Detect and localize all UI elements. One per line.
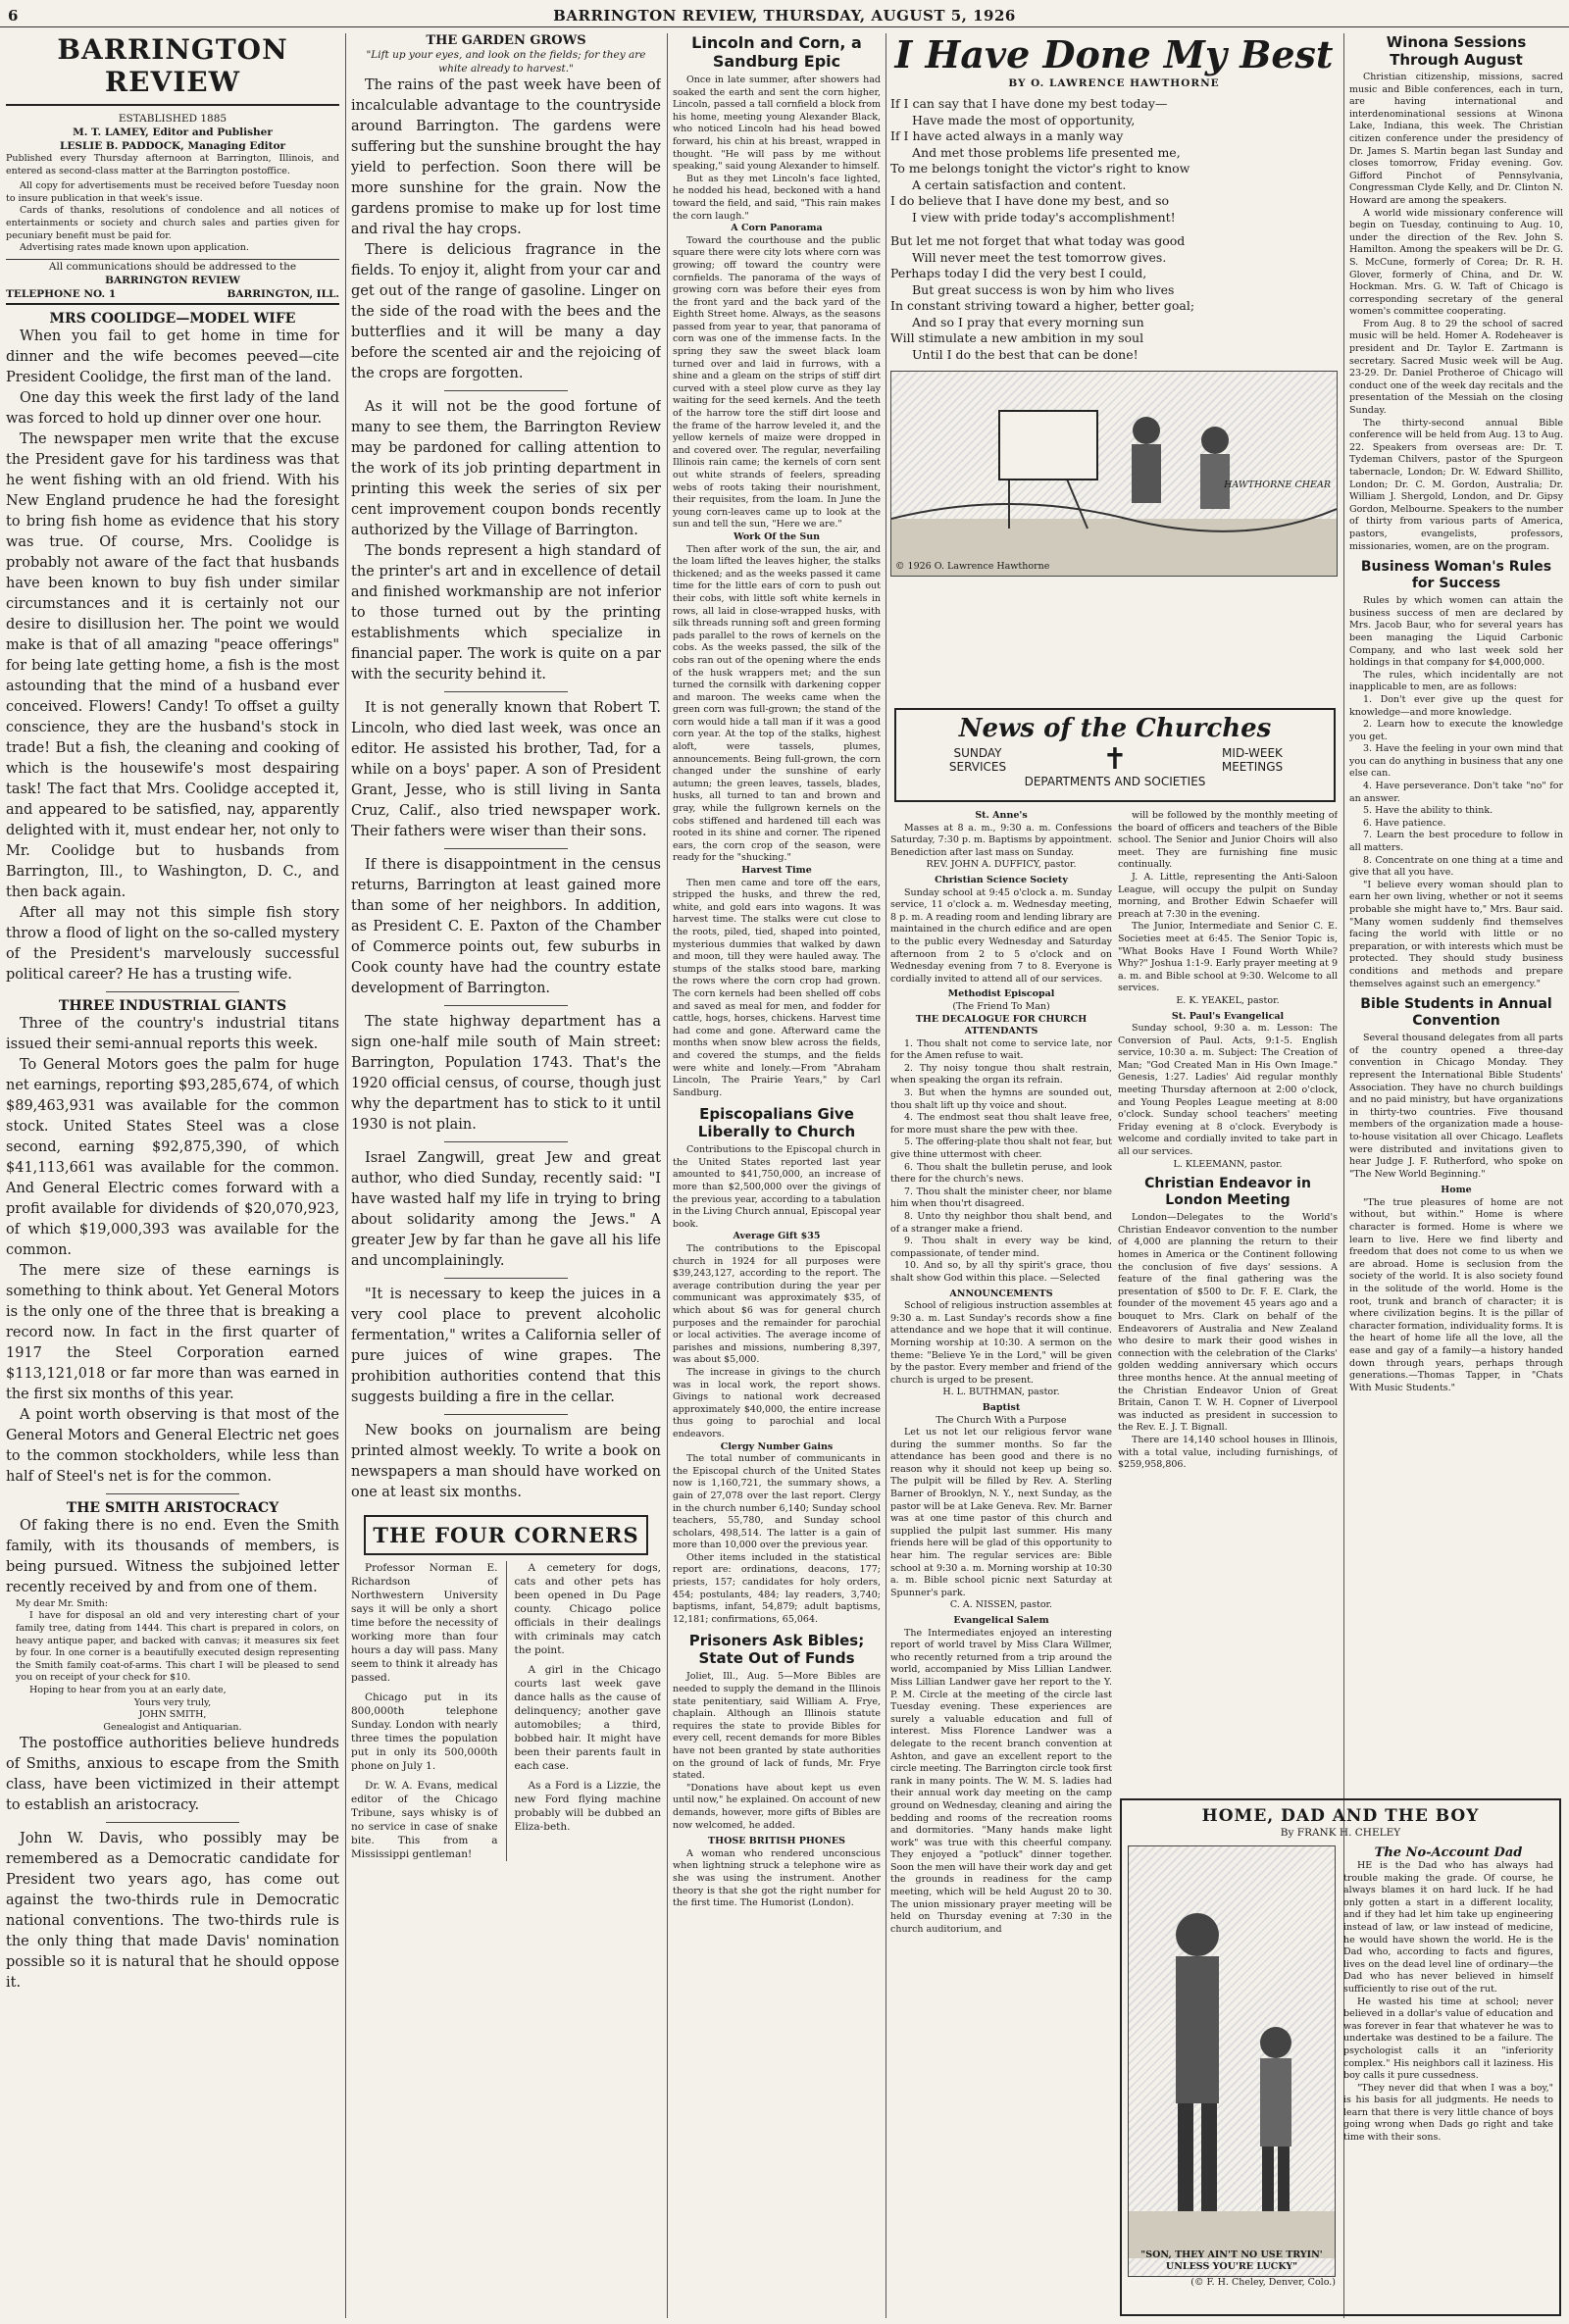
coolidge-paragraph: The newspaper men write that the excuse the President gave for his tardiness was that he went fishing with an old friend. With his New England prudence he had the foresight to bring fish home as evidence that his story was true. Of course, Mrs. Coolidge is probably not aware of the fact that husbands have been known to buy fish under similar circumstances and it is certainly not our desire to disillusion her. The point we would make is that of all amazing "peace offerings" for being late getting home, a fish is the most astounding that the mind of a husband ever conceived. Flowers! Candy! To offset a guilty conscience, they are the husband's stock in trade! But a fish, the cleaning and cooking of which is the housewife's most despairing task! The fact that Mrs. Coolidge accepted it, and appeared to be satisfied, nay, apparently delighted with it, must endear her, not only to Mr. Coolidge but to husbands from Barrington, Ill., to Washington, D. C., and then back again. bbox=[6, 430, 339, 900]
giants-paragraph: Three of the country's industrial titans issued their semi-annual reports this week. bbox=[6, 1015, 339, 1052]
poem-line: Have made the most of opportunity, bbox=[912, 112, 1136, 127]
st-anne-pastor: REV. JOHN A. DUFFICY, pastor. bbox=[926, 859, 1077, 871]
me-subheading: (The Friend To Man) bbox=[952, 1000, 1050, 1012]
ce-text: There are 14,140 school houses in Illinois, with a total value, including furnishings, of $259,958,806. bbox=[1118, 1434, 1338, 1471]
cross-icon: ✝ bbox=[1102, 742, 1128, 777]
giants-paragraph: To General Motors goes the palm for huge net earnings, reporting $93,285,674, of which $89,463,931 was available for the common stock. United States Steel was a close second, earning $92,875,390, of which $41,113,661 was available for the common. And General Electric comes forward with a profit available for dividends of $20,070,923, of which $19,000,393 was available for the common. bbox=[6, 1056, 339, 1258]
hdb-box bbox=[1120, 1798, 1561, 2316]
baptist-subheading: The Church With a Purpose bbox=[936, 1414, 1067, 1426]
coolidge-paragraph: When you fail to get home in time for dinner and the wife becomes peeved—cite President Coolidge, the first man of the land. bbox=[6, 328, 339, 385]
letter-body: I have for disposal an old and very interesting chart of your family tree, dating from 1444. This chart is prepared in colors, on heavy antique paper, and backed with canvas; it measures six feet by four. In one corner is a beautifully executed design representing the Smith family coat-of-arms. This chart I will be pleased to send you on receipt of your check for $10. bbox=[16, 1610, 339, 1684]
coolidge-heading: MRS COOLIDGE—MODEL WIFE bbox=[49, 310, 296, 327]
meetings-label: MEETINGS bbox=[1221, 760, 1284, 774]
davis-paragraph: John W. Davis, who possibly may be remembered as a Democratic candidate for President two years ago, has come out against the two-thirds rule in Democratic national conventions. The two-thirds rule is the only thing that made Davis' nomination possible so it is natural that he should oppose it. bbox=[6, 1831, 339, 1992]
decalogue-item: 7. Thou shalt the minister cheer, nor blame him when thou'rt disagreed. bbox=[890, 1186, 1112, 1210]
announcements-heading: ANNOUNCEMENTS bbox=[949, 1288, 1053, 1299]
episcopal-paragraph: Contributions to the Episcopal church in the United States reported last year amounted to $41,750,000, an increase of more than $2,500,000 over the givings of the previous year, according to a tabulation in the Living Church annual, Episcopal year book. bbox=[673, 1144, 881, 1230]
prisoners-paragraph: Joliet, Ill., Aug. 5—More Bibles are needed to supply the demand in the Illinois state penitentiary, said William A. Frye, chaplain. Although an Illinois statute requires the state to provide Bibles for every cell, recent demands for more Bibles have not been granted by state authorities on the ground of lack of funds, Mr. Frye stated. bbox=[673, 1671, 881, 1782]
hdb-text: "They never did that when I was a boy," is his basis for all judgments. He needs to learn that there is very little chance of boys going wrong when Dads go right and take time with their sons. bbox=[1343, 2082, 1553, 2144]
episcopal-paragraph: Other items included in the statistical report are: ordinations, deacons, 177; priests, 157; candidates for holy orders, 454; postulants, 484; lay readers, 3,740; baptisms, infant, 54,879; adult baptisms, 12,181; confirmations, 65,064. bbox=[673, 1551, 881, 1625]
hdb-text: He wasted his time at school; never believed in a dollar's value of education and was forever in fear that whatever he was to undertake was destined to be a failure. The psychologist calls it an "inferiority complex." His neighbors call it laziness. His boy calls it pure cussedness. bbox=[1343, 1996, 1553, 2082]
episcopal-paragraph: The contributions to the Episcopal church in 1924 for all purposes were $39,243,127, according to the report. The average contribution during the year per communicant was approximately $35, of which about $6 was for general church purposes and the remainder for parochial or local activities. The average income of parishes and missions, numbering 8,397, was about $5,000. bbox=[673, 1243, 881, 1366]
garden-paragraph: There is delicious fragrance in the fields. To enjoy it, alight from your car and get out of the range of gasoline. Linger on the side of the road with the bees and the butterflies and it will be many a day before the scented air and the rejoicing of the crops are forgotten. bbox=[351, 242, 661, 381]
garden-heading: THE GARDEN GROWS bbox=[426, 33, 586, 48]
art-credit: © 1926 O. Lawrence Hawthorne bbox=[895, 561, 1050, 573]
letter-salutation: My dear Mr. Smith: bbox=[16, 1597, 108, 1609]
decalogue-item: 3. But when the hymns are sounded out, thou shalt lift up thy voice and shout. bbox=[890, 1087, 1112, 1111]
lincoln-corn-paragraph: Once in late summer, after showers had soaked the earth and sent the corn higher, Lincoln, passed a tall cornfield a block from his home, meeting young Alexander Black, who noticed Lincoln had his head bowed forward, his chin at his breast, wrapped in thought. "He will pass by me without speaking," said young Alexander to himself. bbox=[673, 75, 881, 173]
juices-paragraph: "It is necessary to keep the juices in a very cool place to prevent alcoholic fermentation," writes a California seller of pure juices of wine grapes. The prohibition authorities contend that this suggests building a fire in the cellar. bbox=[351, 1287, 661, 1405]
established-line: ESTABLISHED 1885 bbox=[118, 113, 228, 125]
poem-author: BY O. LAWRENCE HAWTHORNE bbox=[1008, 77, 1220, 89]
decalogue-item: 1. Thou shalt not come to service late, nor for the Amen refuse to wait. bbox=[890, 1037, 1112, 1062]
home-text: "The true pleasures of home are not without, but within." Home is where character is formed. Home is where we learn to live. Here we find liberty and freedom that does not come to us when we are abroad. Home is seclusion from the society of the world. It is also society found in the solitude of the world. Home is the root, trunk and branch of character; it is where civilization begins. It is the pillar of character formation, individuality forms. It is the heart of home life all the love, all the ease and gay of a family—a history handed down through years, perhaps through generations.—Thomas Tapper, in "Chats With Music Students." bbox=[1349, 1196, 1563, 1393]
phones-heading: THOSE BRITISH PHONES bbox=[708, 1836, 845, 1847]
editor-line: M. T. LAMEY, Editor and Publisher bbox=[73, 126, 273, 138]
poem-line: I do believe that I have done my best, and so bbox=[890, 193, 1170, 208]
business-rule: 6. Have patience. bbox=[1363, 817, 1446, 829]
poem-line: To me belongs tonight the victor's right to know bbox=[890, 161, 1190, 176]
bible-heading: Bible Students in Annual Convention bbox=[1360, 996, 1552, 1030]
bonds-paragraph: The bonds represent a high standard of the printer's art and in excellence of detail and finished workmanship are not inferior to those turned out by the printing establishments which specialize in financial paper. The work is quite on a par with the security behind it. bbox=[351, 543, 661, 682]
poem-line: Will stimulate a new ambition in my soul bbox=[890, 330, 1144, 345]
cs-heading: Christian Science Society bbox=[935, 874, 1068, 885]
st-anne-text: Masses at 8 a. m., 9:30 a. m. Confessions Saturday, 7:30 p. m. Baptisms by appointment. Benediction after last mass on Sunday. bbox=[890, 822, 1112, 858]
churches-column-a bbox=[890, 810, 1112, 2316]
publication-info: Published every Thursday afternoon at Barrington, Illinois, and entered as second-class matter at the Barrington postoffice. bbox=[6, 153, 339, 177]
hdb-credit: (© F. H. Cheley, Denver, Colo.) bbox=[1190, 2277, 1336, 2288]
zangwill-paragraph: Israel Zangwill, great Jew and great author, who died Sunday, recently said: "I have wasted half my life in trying to bring about solidarity among the Jews." A greater Jew by far than he gave all his life and uncomplainingly. bbox=[351, 1150, 661, 1269]
churches-title: News of the Churches bbox=[958, 714, 1272, 743]
poem-illustration bbox=[890, 371, 1338, 577]
managing-editor-line: LESLIE B. PADDOCK, Managing Editor bbox=[59, 140, 286, 152]
decalogue-item: 10. And so, by all thy spirit's grace, thou shalt show God within this place. —Selected bbox=[890, 1260, 1112, 1284]
salem-cont-text: will be followed by the monthly meeting of the board of officers and teachers of the Bible school. The Senior and Junior Choirs will also meet. They are furnishing fine music continually. bbox=[1118, 810, 1338, 871]
poem-lines bbox=[890, 96, 1338, 363]
business-rule: 2. Learn how to execute the knowledge you get. bbox=[1349, 719, 1563, 742]
panorama-paragraph: Toward the courthouse and the public square there were city lots where corn was growing; off toward the country were cornfields. The panorama of the ways of growing corn was before their eyes from the front yard and the back yard of the Eighth Street home. Always, as the seasons passed from year to year, that panorama of corn was one of the immense facts. In the spring they saw the sweet black loam turned over and laid in furrows, with a shine and a gleam on the strips of stiff dirt curved with a steel plow curve as they lay waiting for the seed kernels. And the teeth of the harrow tore the stiff dirt loose and the frame of the harrow leveled it, and the yellow kernels of maize were dropped in and covered over. The regular, neverfailing Illinois rain came; the kernels of corn sent out white strands of feelers, spreading webs of roots taking their nourishment, their requisites, from the loam. In June the young corn-leaves came up to look at the sun and tell the sun, "Here we are." bbox=[673, 234, 881, 530]
poem-line: Until I do the best that can be done! bbox=[912, 346, 1139, 362]
four-corners-item: Dr. W. A. Evans, medical editor of the Chicago Tribune, says whisky is of no service in case of snake bite. This from a Mississippi gentleman! bbox=[351, 1780, 498, 1860]
salem-text: The Intermediates enjoyed an interesting report of world travel by Miss Clara Willmer, who recently returned from a trip around the world, accompanied by Miss Lillian Landwer. Miss Lillian Landwer gave her report to the Y. P. M. Circle at the meeting of the circle last Tuesday evening. These experiences are surely a valuable education and full of interest. Miss Florence Landwer was a delegate to the recent branch convention at Ashton, and gave an excellent report to the circle meeting. The Barrington circle took first rank in many points. The W. M. S. ladies had their annual work day meeting on the camp ground on Wednesday, cleaning and airing the bedding and rooms of the recreation rooms and dormitories. "Many hands make light work" was true with this cheerful company. They enjoyed a "potluck" dinner together. Soon the men will have their work day and get the grounds in readiness for the camp meeting, which will be held August 20 to 30. The union missionary prayer meeting will be held on Thursday evening at 7:30 in the church auditorium, and bbox=[890, 1627, 1112, 1935]
poem-line: If I can say that I have done my best today— bbox=[890, 96, 1168, 111]
winona-text: From Aug. 8 to 29 the school of sacred music will be held. Homer A. Rodeheaver is president and Dr. Taylor E. Zartmann is secretary. Sacred Music week will be Aug. 23-29. Dr. Daniel Protheroe of Chicago will conduct one of the week day recitals and the presentation of the Messiah on the closing Sunday. bbox=[1349, 318, 1563, 417]
bonds-paragraph: As it will not be the good fortune of many to see them, the Barrington Review may be pardoned for calling attention to the work of its job printing department in printing this week the series of six per cent improvement coupon bonds recently authorized by the Village of Barrington. bbox=[351, 399, 661, 538]
column-1 bbox=[6, 33, 339, 2318]
business-rule: 7. Learn the best procedure to follow in all matters. bbox=[1349, 830, 1563, 854]
letter-name: JOHN SMITH, bbox=[138, 1709, 207, 1721]
poem-line: Perhaps today I did the very best I could, bbox=[890, 266, 1147, 280]
rates-notice: Advertising rates made known upon application. bbox=[20, 242, 249, 254]
baptist-text: Let us not let our religious fervor wane during the summer months. So far the attendance has been good and there is no reason why it should not keep up being so. The pulpit will be filled by Rev. A. Sterling Barner of Brooklyn, N. Y., next Sunday, as the pastor will be at Lake Geneva. Rev. Mr. Barner was at one time pastor of this church and supplied the pulpit last summer. His many friends here will be glad of this opportunity to hear him. The regular services are: Bible school at 9:30 a. m. Morning worship at 10:30 a. m. Bible school picnic next Saturday at Spunner's park. bbox=[890, 1427, 1112, 1598]
telephone: TELEPHONE NO. 1 bbox=[6, 287, 117, 300]
business-rule: 4. Have perseverance. Don't take "no" for an answer. bbox=[1349, 781, 1563, 804]
winona-text: Christian citizenship, missions, sacred music and Bible conferences, each in turn, are having international and interdenominational sessions at Winona Lake, Indiana, this week. The Christian citizen conference under the presidency of Dr. James S. Martin began last Sunday and closes tomorrow, Friday evening. Gov. Gifford Pinchot of Pennsylvania, Congressman Clyde Kelly, and Dr. Clinton N. Howard are among the speakers. bbox=[1349, 72, 1563, 206]
poem-line: A certain satisfaction and content. bbox=[912, 177, 1127, 192]
four-corners-title: THE FOUR CORNERS bbox=[364, 1515, 648, 1555]
sun-paragraph: Then after work of the sun, the air, and the loam lifted the leaves higher, the stalks thickened; and as the weeks passed it came time for the little ears of corn to push out their cobs, with little soft white kernels in rows, all laid in close-wrapped husks, with silk threads running soft and green forming pads parallel to the rows of kernels on the cobs. As the weeks passed, the silk of the cobs ran out of the opening where the ends of the husk wrappers met; and the sun turned the cornsilk with darkening copper and maroon. The weeks came when the green corn was full-grown; the stand of the corn would hide a tall man if it was a good corn year. At the top of the stalks, highest aloft, were tassels, plumes, announcements. Being full-grown, the corn changed under the sunshine of early autumn; the green leaves, tassels, blades, husks, all turned to tan and brown and gray, while the fullgrown kernels on the cobs stiffened and hardened till each was rooted in its shine and corner. The ripened ears, the corn crop of the season, were ready for the "shucking." bbox=[673, 543, 881, 864]
hdb-title: HOME, DAD AND THE BOY bbox=[1201, 1806, 1480, 1826]
cs-text: Sunday school at 9:45 o'clock a. m. Sunday service, 11 o'clock a. m. Wednesday meeting, 8 p. m. A reading room and lending library are maintained in the church edifice and are open to the public every Wednesday and Saturday afternoon from 2 to 5 o'clock and on Wednesday evening from 7 to 8. Everyone is cordially invited to attend all of our services. bbox=[890, 886, 1112, 985]
harvest-subhead: Harvest Time bbox=[741, 865, 812, 876]
address-line: All communications should be addressed to the bbox=[48, 260, 297, 273]
prisoners-heading: Prisoners Ask Bibles; State Out of Funds bbox=[688, 1632, 865, 1668]
episcopal-paragraph: The total number of communicants in the Episcopal church of the United States now is 1,160,721, the summary shows, a gain of 27,078 over the last report. Clergy in the church number 6,140; Sunday school teachers, 55,780, and Sunday school scholars, 498,514. The latter is a gain of more than 10,000 over the previous year. bbox=[673, 1453, 881, 1551]
ce-text: London—Delegates to the World's Christian Endeavor convention to the number of 4,000 are planning the return to their homes in America or the Continent following the conclusion of five days' sessions. A feature of the final gathering was the presentation of $500 to Dr. F. E. Clark, the founder of the movement 45 years ago and a bouquet to Mrs. Clark on behalf of the Endeavorers of Australia and New Zealand who desire to mark their good wishes in connection with the celebration of the Clarks' golden wedding anniversary which occurs three months hence. At the annual meeting of the Christian Endeavor Union of Great Britain, Canon T. W. H. Copner of Liverpool was inducted as president in succession to the Rev. E. J. T. Bignall. bbox=[1118, 1212, 1338, 1434]
sun-subhead: Work Of the Sun bbox=[733, 530, 821, 542]
decalogue-item: 6. Thou shalt the bulletin peruse, and look there for the church's news. bbox=[890, 1161, 1112, 1186]
decalogue-item: 2. Thy noisy tongue thou shalt restrain, when speaking the organ its refrain. bbox=[890, 1062, 1112, 1086]
telephone-row bbox=[6, 287, 339, 305]
announcements-text: School of religious instruction assembles at 9:30 a. m. Last Sunday's records show a fine attendance and we hope that it will continue. Morning worship at 10:30. A sermon on the theme: "Believe Ye in the Lord," will be given by the pastor. Every member and friend of the church is urged to be present. bbox=[890, 1300, 1112, 1386]
column-6 bbox=[1349, 33, 1563, 1793]
dad-and-boy-illustration bbox=[1129, 1846, 1335, 2258]
baptist-heading: Baptist bbox=[982, 1401, 1021, 1413]
cards-notice: Cards of thanks, resolutions of condolence and all notices of entertainments or society and church sales and parties given for pecuniary benefit must be paid for. bbox=[6, 205, 339, 241]
lincoln-editor-paragraph: It is not generally known that Robert T. Lincoln, who died last week, was once an editor. He assisted his brother, Tad, for a while on a boys' paper. A son of President Grant, Jesse, who is still living in Santa Cruz, Calif., also tried newspaper work. Their fathers were wiser than their sons. bbox=[351, 700, 661, 839]
hdb-text: HE is the Dad who has always had trouble making the grade. Of course, he always blames it on hard luck. If he had only gotten a start in a different locality, and if they had let him take up engineering instead of law, or law instead of medicine, he would have shown the world. He is the Dad who, according to facts and figures, lives on the dead level line of ordinary—the Dad who has never believed in himself sufficiently to rise out of the rut. bbox=[1343, 1860, 1553, 1995]
copy-notice: All copy for advertisements must be received before Tuesday noon to insure publication in that week's issue. bbox=[6, 180, 339, 204]
coolidge-paragraph: One day this week the first lady of the land was forced to hold up dinner over one hour. bbox=[6, 389, 339, 427]
poem-line: And so I pray that every morning sun bbox=[912, 314, 1144, 329]
decalogue-item: 4. The endmost seat thou shalt leave free, for more must share the pew with thee. bbox=[890, 1112, 1112, 1136]
poem-title: I Have Done My Best bbox=[894, 33, 1334, 76]
decalogue-item: 5. The offering-plate thou shalt not fear, but give thine uttermost with cheer. bbox=[890, 1137, 1112, 1161]
hdb-author: By FRANK H. CHELEY bbox=[1280, 1827, 1401, 1839]
winona-text: The thirty-second annual Bible conference will be held from Aug. 13 to Aug. 22. Speakers from overseas are: Dr. T. Tydeman Chilvers, pastor of the Spurgeon tabernacle, London; Dr. W. Edward Shillito, London; Dr. C. M. Gordon, Australia; Dr. William J. Shergold, London, and Dr. Gipsy Gordon, Melbourne. Speakers to the number of thirty from various parts of America, pastors, evangelists, professors, missionaries, women, are on the program. bbox=[1349, 417, 1563, 552]
business-text: The rules, which incidentally are not inapplicable to men, are as follows: bbox=[1349, 669, 1563, 693]
masthead: BARRINGTON REVIEW bbox=[6, 33, 339, 106]
letter-hope: Hoping to hear from you at an early date, bbox=[29, 1684, 227, 1695]
st-paul-pastor: L. KLEEMANN, pastor. bbox=[1173, 1158, 1283, 1170]
churches-banner bbox=[894, 708, 1336, 802]
four-corners-section bbox=[351, 1561, 661, 1861]
decalogue-heading: THE DECALOGUE FOR CHURCH ATTENDANTS bbox=[915, 1013, 1088, 1037]
salem-pastor: E. K. YEAKEL, pastor. bbox=[1176, 994, 1280, 1006]
four-corners-item: Chicago put in its 800,000th telephone Sunday. London with nearly three times the population put in only its 500,000th phone on July 1. bbox=[351, 1692, 498, 1772]
running-head bbox=[0, 6, 1569, 27]
business-heading: Business Woman's Rules for Success bbox=[1360, 559, 1552, 592]
avg-subhead: Average Gift $35 bbox=[733, 1231, 821, 1242]
poem-block bbox=[890, 33, 1338, 700]
harvest-paragraph: Then men came and tore off the ears, stripped the husks, and threw the red, white, and gold ears into wagons. It was harvest time. The stalks were cut close to the roots, piled, tied, shaped into pointed, mysterious dummies that walked by dawn and moon, till they were hauled away. The stumps of the stalks stood bare, marking the rows where the corn crop had grown. The corn kernels had been shelled off cobs and saved as meal for men, and fodder for cattle, hogs, horses, chickens. Harvest time had come and gone. Afterward came the months when snow blew across the fields, and covered the stumps, and the fields were white and lonely.—From "Abraham Lincoln, The Prairie Years," by Carl Sandburg. bbox=[673, 877, 881, 1098]
st-paul-text: Sunday school, 9:30 a. m. Lesson: The Conversion of Paul. Acts, 9:1-5. English service, 10:30 a. m. Subject: The Creation of Man; "God Created Man in His Own Image." Genesis, 1:27. Ladies' Aid regular monthly meeting Thursday afternoon at 2:00 o'clock, and Young Peoples League meeting at 8:00 o'clock. Sunday school teachers' meeting Friday evening at 8 o'clock. Everybody is welcome and cordially invited to take part in all our services. bbox=[1118, 1023, 1338, 1158]
column-2 bbox=[351, 33, 661, 2318]
decalogue-list bbox=[890, 1038, 1112, 1286]
business-rule: 3. Have the feeling in your own mind that you can do anything in business that any one else can. bbox=[1349, 743, 1563, 780]
giants-heading: THREE INDUSTRIAL GIANTS bbox=[58, 997, 287, 1014]
st-anne-heading: St. Anne's bbox=[975, 810, 1028, 821]
decalogue-item: 9. Thou shalt in every way be kind, compassionate, of tender mind. bbox=[890, 1236, 1112, 1259]
lincoln-corn-paragraph: But as they met Lincoln's face lighted, he nodded his head, beckoned with a hand toward the field, and said, "This rain makes the corn laugh." bbox=[673, 173, 881, 222]
poem-line: Will never meet the test tomorrow gives. bbox=[912, 249, 1167, 265]
poem-line: If I have acted always in a manly way bbox=[890, 128, 1124, 143]
bible-text: Several thousand delegates from all parts of the country opened a three-day convention in Chicago Monday. They represent the International Bible Students' Association. They have no church buildings and no paid ministry, but have organizations in thirty-two countries. Five thousand members of the organization made a house-to-house visitation all over Chicago. Leaflets were distributed and invitations given to hear Judge J. F. Rutherford, who spoke on "The New World Beginning." bbox=[1349, 1033, 1563, 1180]
smith-paragraph: Of faking there is no end. Even the Smith family, with its thousands of members, is being pursued. Witness the subjoined letter recently received by and from one of them. bbox=[6, 1517, 339, 1595]
panorama-subhead: A Corn Panorama bbox=[731, 223, 823, 234]
hdb-caption: "SON, THEY AIN'T NO USE TRYIN' UNLESS YOU'RE LUCKY" bbox=[1140, 2248, 1323, 2273]
business-text: "I believe every woman should plan to earn her own living, whether or not it seems probable she might have to," Mrs. Baur said. "Many women suddenly find themselves facing the world with little or no preparation, or with interests which must be protected. They should study business conditions and methods and prepare themselves against such an emergency." bbox=[1349, 879, 1563, 989]
decalogue-item: 8. Unto thy neighbor thou shalt bend, and of a stranger make a friend. bbox=[890, 1211, 1112, 1235]
poem-line: I view with pride today's accomplishment! bbox=[912, 209, 1176, 225]
column-rule bbox=[667, 33, 668, 2318]
four-corners-item: As a Ford is a Lizzie, the new Ford flying machine probably will be dubbed an Eliza-beth. bbox=[514, 1780, 661, 1833]
me-pastor: H. L. BUTHMAN, pastor. bbox=[942, 1387, 1060, 1398]
poem-line: But great success is won by him who lives bbox=[912, 281, 1175, 297]
departments-label: DEPARTMENTS AND SOCIETIES bbox=[1024, 775, 1206, 788]
lincoln-corn-heading: Lincoln and Corn, a Sandburg Epic bbox=[691, 33, 862, 71]
me-heading: Methodist Episcopal bbox=[947, 988, 1055, 1000]
sunday-label: SUNDAY bbox=[953, 746, 1002, 760]
winona-text: A world wide missionary conference will begin on Tuesday, continuing to Aug. 10, under the direction of the Rev. John S. Hamilton. Among the speakers will be Dr. G. S. McCune, formerly of Corea; Dr. R. H. Glover, formerly of China, and Dr. W. Hockman. Mrs. G. W. Taft of Chicago is corresponding secretary of the general women's committee cooperating. bbox=[1349, 207, 1563, 318]
census-paragraph: If there is disappointment in the census returns, Barrington at least gained more than some of her neighbors. In addition, as President C. E. Paxton of the Chamber of Commerce points out, few suburbs in Cook county have had the country estate development of Barrington. bbox=[351, 857, 661, 996]
highway-paragraph: The state highway department has a sign one-half mile south of Main street: Barrington, Population 1743. That's the 1920 official census, of course, though just why the department has to stick to it until 1930 is not plain. bbox=[351, 1014, 661, 1133]
phones-paragraph: A woman who rendered unconscious when lightning struck a telephone wire as she was using the instrument. Another theory is that she got the right number for the first time. The Humorist (London). bbox=[673, 1847, 881, 1909]
poem-line: In constant striving toward a higher, better goal; bbox=[890, 298, 1195, 313]
letter-title: Genealogist and Antiquarian. bbox=[103, 1721, 242, 1733]
column-3 bbox=[673, 33, 881, 2318]
four-corners-item: Professor Norman E. Richardson of Northwestern University says it will be only a short time before the necessity of working more than four hours a day will pass. Many seem to think it already has passed. bbox=[351, 1562, 498, 1684]
giants-paragraph: A point worth observing is that most of the General Motors and General Electric net goes to the common stockholders, while less than half of Steel's net is for the common. bbox=[6, 1406, 339, 1485]
business-rule: 5. Have the ability to think. bbox=[1363, 805, 1493, 817]
business-text: Rules by which women can attain the business success of men are declared by Mrs. Jacob Baur, who for several years has been managing the Liquid Carbonic Company, and who last week sold her holdings in that company for $4,000,000. bbox=[1349, 595, 1563, 669]
smith-paragraph: The postoffice authorities believe hundreds of Smiths, anxious to escape from the Smith class, have been victimized in their attempt to establish an aristocracy. bbox=[6, 1736, 339, 1814]
business-rules-list bbox=[1349, 694, 1563, 880]
address-name: BARRINGTON REVIEW bbox=[105, 274, 240, 286]
salem-cont-text: J. A. Little, representing the Anti-Saloon League, will occupy the pulpit on Sunday morning, and Brother Edwin Schaefer will preach at 7:30 in the evening. bbox=[1118, 871, 1338, 920]
column-rule bbox=[345, 33, 346, 2318]
clergy-subhead: Clergy Number Gains bbox=[720, 1440, 834, 1452]
baptist-pastor: C. A. NISSEN, pastor. bbox=[949, 1599, 1053, 1611]
winona-heading: Winona Sessions Through August bbox=[1386, 33, 1527, 69]
hdb-illustration bbox=[1128, 1845, 1336, 2277]
midweek-label: MID-WEEK bbox=[1222, 746, 1283, 760]
services-label: SERVICES bbox=[948, 760, 1007, 774]
running-head-title: BARRINGTON REVIEW, THURSDAY, AUGUST 5, 1926 bbox=[553, 7, 1016, 25]
art-signature: HAWTHORNE CHEAR bbox=[1224, 480, 1331, 490]
books-paragraph: New books on journalism are being printed almost weekly. To write a book on newspapers a man should have worked on one at least six months. bbox=[351, 1423, 661, 1500]
episcopal-heading: Episcopalians Give Liberally to Church bbox=[697, 1105, 856, 1141]
page-number: 6 bbox=[8, 7, 19, 25]
giants-paragraph: The mere size of these earnings is something to think about. Yet General Motors is the only one of the three that is breaking a record now. In fact in the first quarter of 1917 the Steel Corporation earned $113,121,018 or far more than was earned in the first six months of this year. bbox=[6, 1262, 339, 1402]
poem-line: But let me not forget that what today was good bbox=[890, 233, 1186, 248]
st-paul-heading: St. Paul's Evangelical bbox=[1171, 1010, 1285, 1022]
garden-paragraph: The rains of the past week have been of incalculable advantage to the countryside around Barrington. The gardens were suffering but the sunshine brought the hay yield to perfection. Soon there will be more sunshine for the grain. Now the gardens promise to make up for lost time and rival the hay crops. bbox=[351, 77, 661, 237]
salem-cont-text: The Junior, Intermediate and Senior C. E. Societies meet at 6:45. The Senior Topic is, "What Books Have I Found Worth While? Why?" Joshua 1:1-9. Early prayer meeting at 9 a. m. and Bible school at 9:30. Welcome to all services. bbox=[1118, 921, 1338, 994]
episcopal-paragraph: The increase in givings to the church was in local work, the report shows. Givings to national work decreased approximately $40,000, the entire increase thus going to parochial and local endeavors. bbox=[673, 1366, 881, 1440]
hdb-subheading: The No-Account Dad bbox=[1374, 1845, 1523, 1860]
home-heading: Home bbox=[1441, 1185, 1472, 1196]
business-rule: 1. Don't ever give up the quest for knowledge—and more knowledge. bbox=[1349, 693, 1563, 718]
prisoners-paragraph: "Donations have about kept us even until now," he explained. On account of new demands, however, more gifts of Bibles are now welcomed, he added. bbox=[673, 1782, 881, 1831]
artist-easel-illustration bbox=[891, 372, 1337, 576]
letter-close: Yours very truly, bbox=[133, 1696, 212, 1708]
coolidge-paragraph: After all may not this simple fish story throw a flood of light on the so-called mystery of the President's marvelously successful political career? He has a trusting wife. bbox=[6, 904, 339, 983]
garden-quote: "Lift up your eyes, and look on the fields; for they are white already to harvest." bbox=[366, 49, 646, 75]
salem-heading: Evangelical Salem bbox=[953, 1615, 1049, 1626]
business-rule: 8. Concentrate on one thing at a time and give that all you have. bbox=[1349, 854, 1563, 879]
ce-heading: Christian Endeavor in London Meeting bbox=[1144, 1176, 1311, 1209]
smith-heading: THE SMITH ARISTOCRACY bbox=[66, 1499, 279, 1516]
city: BARRINGTON, ILL. bbox=[227, 287, 339, 300]
four-corners-item: A cemetery for dogs, cats and other pets has been opened in Du Page county. Chicago police officials in their dealings with criminals may catch the point. bbox=[514, 1562, 661, 1656]
four-corners-item: A girl in the Chicago courts last week gave dance halls as the cause of delinquency; another gave automobiles; a third, bobbed hair. It might have been their parents fault in each case. bbox=[514, 1664, 661, 1772]
poem-line: And met those problems life presented me, bbox=[912, 144, 1181, 160]
